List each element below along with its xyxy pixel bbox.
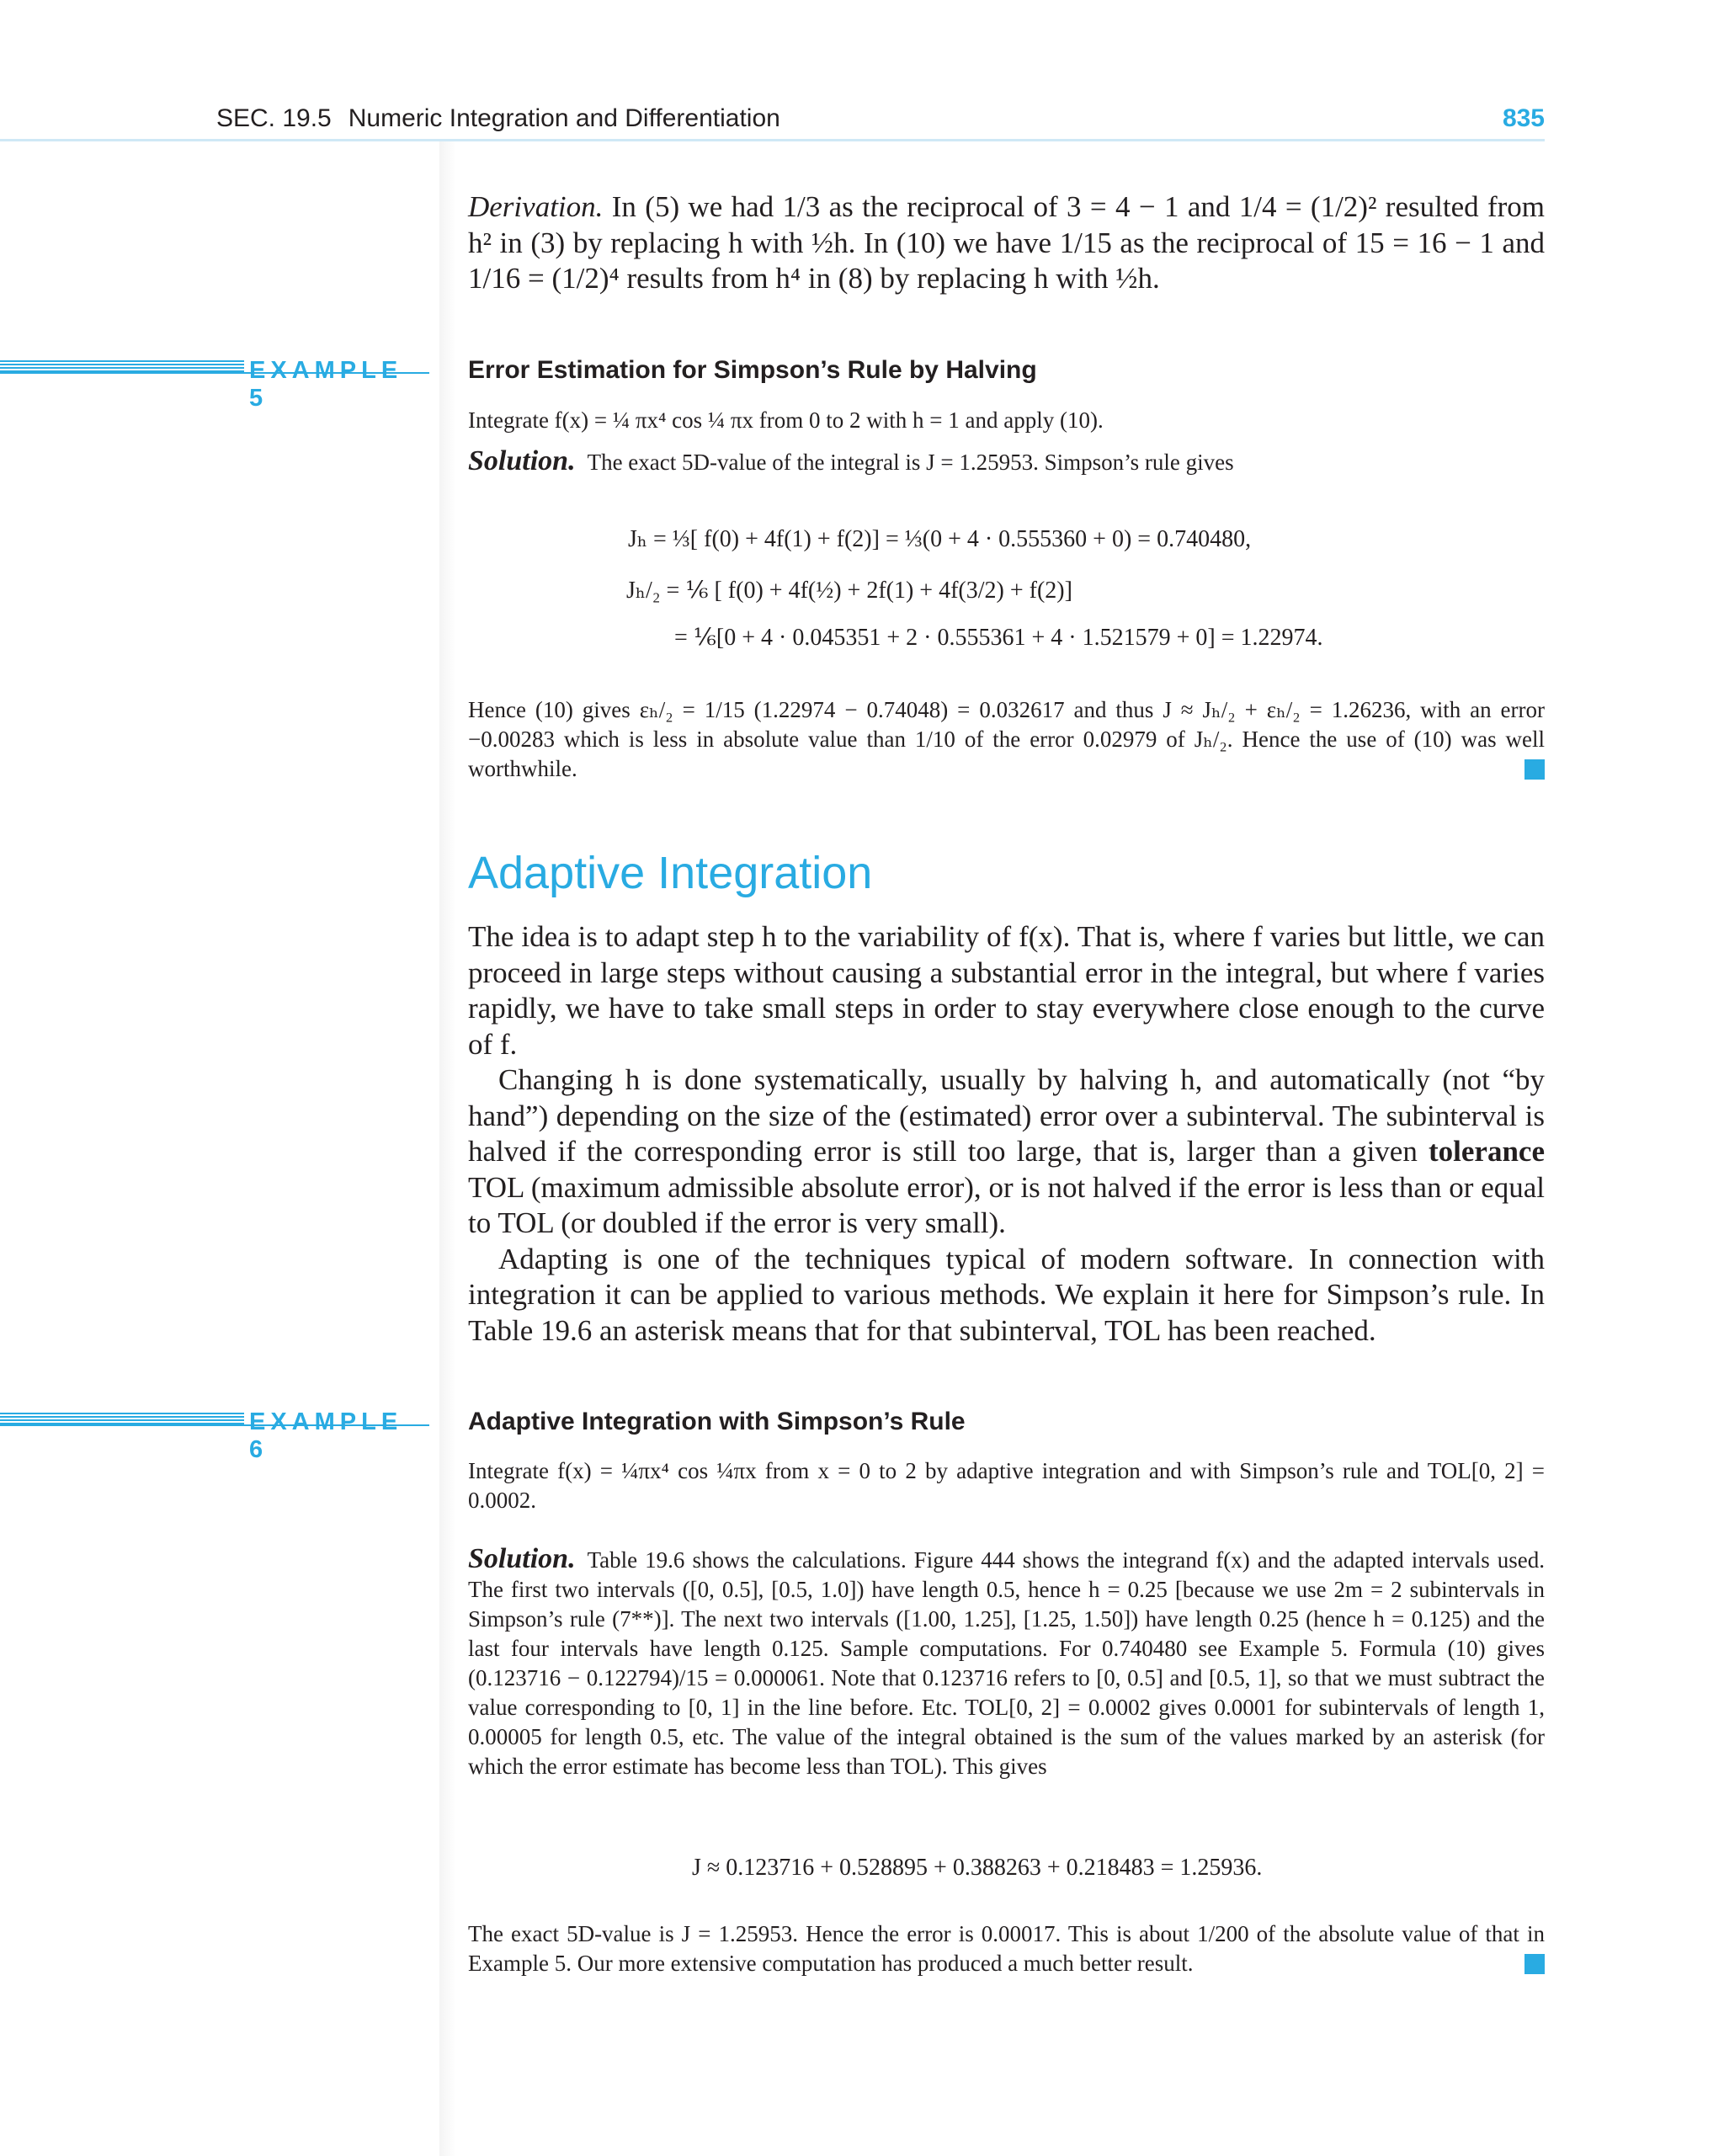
example6-statement-block xyxy=(468,1456,1545,1515)
adaptive-body xyxy=(468,919,1545,1349)
example5-solution-label: Solution. xyxy=(468,445,576,476)
example5-equation-3: = ⅙[0 + 4 · 0.045351 + 2 · 0.555361 + 4 · 1.521579 + 0] = 1.22974. xyxy=(674,625,1323,651)
section-heading: Adaptive Integration xyxy=(468,848,873,898)
end-of-example-mark xyxy=(1524,1954,1545,1974)
example6-conclusion xyxy=(468,1919,1545,1978)
tolerance-term: tolerance xyxy=(1429,1135,1545,1168)
derivation-text: In (5) we had 1/3 as the reciprocal of 3 = 4 − 1 and 1/4 = (1/2)² resulted from h² in (3) by replacing h with ½h. In (10) we have 1/15 as the reciprocal of 15 = 16 − 1 and 1/16 = (1/2)⁴ results from h⁴ in (8) by replacing h with ½h. xyxy=(468,190,1546,295)
adaptive-paragraph-2c: TOL (maximum admissible absolute error), or is not halved if the error is less than or equal to TOL (or doubled if the error is very small). xyxy=(468,1170,1545,1239)
example5-equation-2: Jₕ/₂ = ⅙ [ f(0) + 4f(½) + 2f(1) + 4f(3/2) + f(2)] xyxy=(626,578,1072,604)
adaptive-paragraph-2a: Changing h is done systematically, usually by halving h, and automatically (not “by hand”) depending on the size of the (estimated) error over a subinterval. The subinterval is halved if the corresponding error is still too large, that is, larger than a given xyxy=(468,1063,1545,1168)
example6-statement: Integrate f(x) = ¼πx⁴ cos ¼πx from x = 0 to 2 by adaptive integration and with Simpson’s rule and TOL[0, 2] = 0.0002. xyxy=(468,1458,1545,1513)
example6-solution xyxy=(468,1544,1545,1781)
header-rule xyxy=(0,139,1545,141)
example6-conclusion-text: The exact 5D-value is J = 1.25953. Hence the error is 0.00017. This is about 1/200 of the absolute value of that in Example 5. Our more extensive computation has produced a much better result. xyxy=(468,1921,1545,1976)
adaptive-paragraph-3: Adapting is one of the techniques typical of modern software. In connection with integration it can be applied to various methods. We explain it here for Simpson’s rule. In Table 19.6 an asterisk means that for that subinterval, TOL has been reached. xyxy=(468,1242,1545,1347)
adaptive-paragraph-1: The idea is to adapt step h to the variability of f(x). That is, where f varies but little, we can proceed in large steps without causing a substantial error in the integral, but where f varies rapidly, we have to take small steps in order to stay everywhere close enough to the curve of f. xyxy=(468,920,1545,1061)
adaptive-paragraph-2 xyxy=(468,1062,1545,1242)
example5-title: Error Estimation for Simpson’s Rule by Halving xyxy=(468,356,1037,384)
example6-solution-label: Solution. xyxy=(468,1543,576,1574)
example6-solution-text: Table 19.6 shows the calculations. Figure 444 shows the integrand f(x) and the adapted intervals used. The first two intervals ([0, 0.5], [0.5, 1.0]) have length 0.5, hence h = 0.25 [because we use 2m = 2 subintervals in Simpson’s rule (7**)]. The next two intervals ([1.00, 1.25], [1.25, 1.50]) have length 0.25 (hence h = 0.125) and the last four intervals have length 0.125. Sample computations. For 0.740480 see Example 5. Formula (10) gives (0.123716 − 0.122794)/15 = 0.000061. Note that 0.123716 refers to [0, 0.5] and [0.5, 1], so that we must subtract the value corresponding to [0, 1] in the line before. Etc. TOL[0, 2] = 0.0002 gives 0.0001 for subintervals of length 1, 0.00005 for length 0.5, etc. The value of the integral obtained is the sum of the values marked by an asterisk (for which the error estimate has become less than TOL). This gives xyxy=(468,1547,1545,1779)
example5-solution-block xyxy=(468,446,1545,477)
section-number: SEC. 19.5 xyxy=(216,104,332,132)
example5-conclusion-block xyxy=(468,695,1545,784)
example5-conclusion-text: Hence (10) gives εₕ/₂ = 1/15 (1.22974 − 0.74048) = 0.032617 and thus J ≈ Jₕ/₂ + εₕ/₂ = 1.26236, with an error −0.00283 which is less in absolute value than 1/10 of the error 0.02979 of Jₕ/₂. Hence the use of (10) was well worthwhile. xyxy=(468,697,1545,781)
example6-label: EXAMPLE 6 xyxy=(249,1408,403,1463)
example5-rule-lines xyxy=(0,360,244,372)
example5-equation-1: Jₕ = ⅓[ f(0) + 4f(1) + f(2)] = ⅓(0 + 4 · 0.555360 + 0) = 0.740480, xyxy=(628,526,1252,552)
example6-conclusion-block xyxy=(468,1919,1545,1978)
example5-conclusion xyxy=(468,695,1545,784)
end-of-example-mark xyxy=(1524,759,1545,780)
example5-statement: Integrate f(x) = ¼ πx⁴ cos ¼ πx from 0 to 2 with h = 1 and apply (10). xyxy=(468,407,1104,433)
page-number: 835 xyxy=(1502,104,1545,132)
example6-equation: J ≈ 0.123716 + 0.528895 + 0.388263 + 0.218483 = 1.25936. xyxy=(692,1855,1263,1881)
example6-rule-lines xyxy=(0,1413,244,1424)
margin-shade xyxy=(439,141,456,2156)
chapter-title: Numeric Integration and Differentiation xyxy=(348,104,780,132)
example5-label: EXAMPLE 5 xyxy=(249,357,403,412)
example6-solution-block xyxy=(468,1544,1545,1781)
example5-statement-block xyxy=(468,406,1545,435)
example5-solution-text: The exact 5D-value of the integral is J = 1.25953. Simpson’s rule gives xyxy=(587,450,1234,475)
running-head xyxy=(216,104,1545,138)
derivation-block xyxy=(468,189,1545,297)
derivation-paragraph xyxy=(468,189,1545,297)
derivation-lead: Derivation. xyxy=(468,190,604,223)
example6-title: Adaptive Integration with Simpson’s Rule xyxy=(468,1408,966,1435)
example5-solution xyxy=(468,446,1545,477)
